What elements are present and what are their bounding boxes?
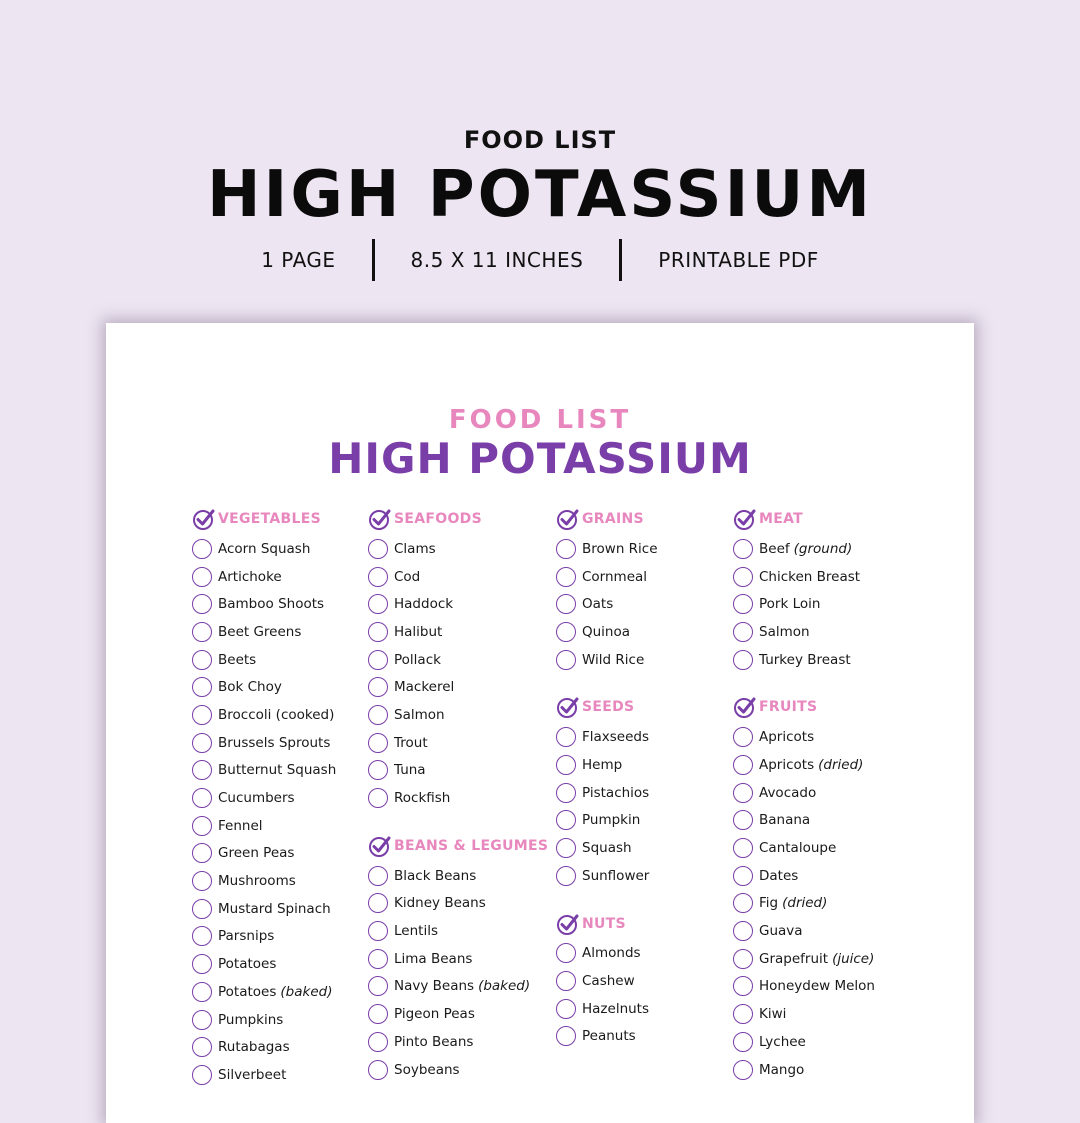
- food-item-label: Rutabagas: [218, 1039, 290, 1056]
- empty-circle-icon: [556, 866, 576, 886]
- food-item: [192, 1006, 336, 1034]
- empty-circle-icon: [733, 1060, 753, 1080]
- food-item: [192, 978, 336, 1006]
- empty-circle-icon: [733, 1032, 753, 1052]
- empty-circle-icon: [192, 816, 212, 836]
- section-title: FRUITS: [759, 699, 818, 716]
- spec-pages: 1 PAGE: [261, 248, 336, 272]
- food-item-label: Acorn Squash: [218, 540, 311, 557]
- section-title: VEGETABLES: [218, 511, 321, 527]
- section-header: [556, 695, 658, 719]
- food-item-label: Chicken Breast: [759, 568, 861, 585]
- food-item: [192, 701, 336, 729]
- empty-circle-icon: [733, 755, 753, 775]
- food-item: [192, 673, 336, 701]
- food-item-label: Quinoa: [582, 623, 631, 640]
- food-item: [192, 757, 336, 785]
- empty-circle-icon: [368, 677, 388, 697]
- spec-size: 8.5 X 11 INCHES: [410, 248, 584, 272]
- printable-sheet: [106, 323, 974, 1123]
- food-item-label: Almonds: [582, 945, 641, 962]
- checkmark-circle-icon: [368, 834, 392, 858]
- food-item: [192, 812, 336, 840]
- food-item-label: Squash: [582, 840, 632, 857]
- section-header: [733, 507, 875, 531]
- food-item: [733, 1028, 875, 1056]
- food-item-label: Pollack: [394, 651, 441, 668]
- empty-circle-icon: [192, 539, 212, 559]
- empty-circle-icon: [368, 788, 388, 808]
- checkmark-circle-icon: [368, 507, 392, 531]
- checkmark-circle-icon: [733, 695, 757, 719]
- empty-circle-icon: [368, 622, 388, 642]
- food-item: [556, 590, 658, 618]
- food-item-label: Flaxseeds: [582, 729, 650, 746]
- empty-circle-icon: [733, 976, 753, 996]
- empty-circle-icon: [733, 949, 753, 969]
- food-item: [733, 862, 875, 890]
- food-item-label: Pigeon Peas: [394, 1006, 475, 1023]
- food-item: [733, 807, 875, 835]
- food-item-label: Hazelnuts: [582, 1000, 650, 1017]
- food-item: [556, 751, 658, 779]
- empty-circle-icon: [733, 810, 753, 830]
- empty-circle-icon: [368, 705, 388, 725]
- food-item-label: Tuna: [394, 762, 426, 779]
- empty-circle-icon: [192, 733, 212, 753]
- food-item-label: Mango: [759, 1061, 805, 1078]
- food-item: [556, 563, 658, 591]
- empty-circle-icon: [556, 810, 576, 830]
- empty-circle-icon: [368, 594, 388, 614]
- food-item: [192, 950, 336, 978]
- food-item-label: Fennel: [218, 817, 263, 834]
- section-title: BEANS & LEGUMES: [394, 837, 549, 854]
- empty-circle-icon: [368, 949, 388, 969]
- food-item-label: Grapefruit: [759, 950, 829, 967]
- food-item: [368, 1000, 548, 1028]
- food-item-label: Wild Rice: [582, 651, 645, 668]
- food-item: [733, 779, 875, 807]
- food-item-label: Apricots: [759, 756, 815, 773]
- empty-circle-icon: [556, 727, 576, 747]
- checkmark-circle-icon: [556, 912, 580, 936]
- food-section: [192, 507, 336, 1089]
- empty-circle-icon: [556, 971, 576, 991]
- food-item-label: Broccoli (cooked): [218, 706, 335, 723]
- food-item: [368, 618, 548, 646]
- empty-circle-icon: [733, 622, 753, 642]
- spec-bar: [0, 238, 1080, 282]
- empty-circle-icon: [556, 1026, 576, 1046]
- empty-circle-icon: [368, 1032, 388, 1052]
- food-item: [733, 723, 875, 751]
- food-item: [556, 995, 658, 1023]
- food-item: [192, 729, 336, 757]
- empty-circle-icon: [556, 650, 576, 670]
- food-item-label: Banana: [759, 812, 811, 829]
- food-item-label: Green Peas: [218, 845, 295, 862]
- empty-circle-icon: [733, 650, 753, 670]
- food-item-label: Turkey Breast: [759, 651, 851, 668]
- column-1: [192, 507, 336, 1111]
- checkmark-circle-icon: [556, 695, 580, 719]
- empty-circle-icon: [368, 866, 388, 886]
- food-item-label: Mackerel: [394, 679, 455, 696]
- empty-circle-icon: [368, 893, 388, 913]
- food-item-note: (ground): [793, 540, 853, 557]
- empty-circle-icon: [556, 783, 576, 803]
- checkmark-circle-icon: [556, 507, 580, 531]
- empty-circle-icon: [192, 760, 212, 780]
- food-item: [556, 535, 658, 563]
- empty-circle-icon: [733, 866, 753, 886]
- food-item: [733, 945, 875, 973]
- food-item: [733, 590, 875, 618]
- empty-circle-icon: [192, 567, 212, 587]
- food-item: [368, 973, 548, 1001]
- food-item: [556, 862, 658, 890]
- food-item: [556, 723, 658, 751]
- food-item-label: Soybeans: [394, 1061, 460, 1078]
- food-item-label: Apricots: [759, 729, 815, 746]
- empty-circle-icon: [733, 1004, 753, 1024]
- food-item: [368, 535, 548, 563]
- food-item-label: Fig: [759, 895, 779, 912]
- food-item: [556, 1023, 658, 1051]
- food-item-note: (dried): [782, 895, 828, 912]
- food-item: [733, 834, 875, 862]
- food-item: [733, 973, 875, 1001]
- food-item: [368, 590, 548, 618]
- food-item-label: Pistachios: [582, 784, 650, 801]
- food-item-note: (baked): [478, 978, 531, 995]
- food-section: [368, 507, 548, 812]
- empty-circle-icon: [368, 539, 388, 559]
- food-item-label: Pumpkin: [582, 812, 641, 829]
- empty-circle-icon: [556, 755, 576, 775]
- food-item-label: Oats: [582, 596, 614, 613]
- food-item: [733, 646, 875, 674]
- food-item: [368, 729, 548, 757]
- empty-circle-icon: [192, 594, 212, 614]
- food-item: [368, 646, 548, 674]
- food-item-label: Brown Rice: [582, 540, 658, 557]
- empty-circle-icon: [368, 921, 388, 941]
- food-item-label: Lima Beans: [394, 950, 473, 967]
- food-item-label: Pinto Beans: [394, 1033, 474, 1050]
- food-item-label: Clams: [394, 540, 436, 557]
- food-item-label: Navy Beans: [394, 978, 475, 995]
- food-item-label: Trout: [394, 734, 428, 751]
- food-item: [192, 618, 336, 646]
- food-item-label: Rockfish: [394, 790, 451, 807]
- section-title: MEAT: [759, 511, 803, 527]
- section-title: NUTS: [582, 915, 626, 932]
- empty-circle-icon: [733, 921, 753, 941]
- empty-circle-icon: [733, 567, 753, 587]
- empty-circle-icon: [192, 982, 212, 1002]
- food-item: [192, 895, 336, 923]
- food-item: [368, 862, 548, 890]
- section-title: SEAFOODS: [394, 511, 482, 527]
- empty-circle-icon: [733, 838, 753, 858]
- food-item: [368, 945, 548, 973]
- empty-circle-icon: [192, 899, 212, 919]
- food-item-label: Kiwi: [759, 1006, 787, 1023]
- sheet-title: HIGH POTASSIUM: [328, 434, 752, 483]
- column-4: [733, 507, 875, 1105]
- checkmark-circle-icon: [733, 507, 757, 531]
- food-item-label: Avocado: [759, 784, 817, 801]
- food-item-label: Cod: [394, 568, 421, 585]
- food-item-label: Potatoes: [218, 956, 277, 973]
- food-item-label: Beef: [759, 540, 790, 557]
- food-item-label: Mushrooms: [218, 873, 296, 890]
- checkmark-circle-icon: [192, 507, 216, 531]
- food-item: [368, 890, 548, 918]
- food-item-note: (dried): [818, 756, 864, 773]
- food-item: [368, 757, 548, 785]
- food-item: [368, 701, 548, 729]
- spec-format: PRINTABLE PDF: [658, 248, 819, 272]
- food-item-label: Dates: [759, 867, 799, 884]
- empty-circle-icon: [368, 1060, 388, 1080]
- food-item: [733, 890, 875, 918]
- food-item: [192, 840, 336, 868]
- food-item: [733, 535, 875, 563]
- food-item-label: Black Beans: [394, 867, 477, 884]
- food-item: [192, 1033, 336, 1061]
- section-header: [556, 507, 658, 531]
- food-item: [556, 646, 658, 674]
- food-item: [192, 923, 336, 951]
- food-item: [192, 784, 336, 812]
- food-item: [368, 1028, 548, 1056]
- food-section: [733, 507, 875, 673]
- food-item: [733, 917, 875, 945]
- food-section: [733, 695, 875, 1083]
- empty-circle-icon: [192, 622, 212, 642]
- food-item: [192, 867, 336, 895]
- food-item-label: Honeydew Melon: [759, 978, 875, 995]
- empty-circle-icon: [368, 650, 388, 670]
- food-item: [368, 673, 548, 701]
- food-item: [192, 590, 336, 618]
- food-item: [368, 563, 548, 591]
- food-item-label: Pumpkins: [218, 1011, 284, 1028]
- food-item-label: Cornmeal: [582, 568, 648, 585]
- empty-circle-icon: [192, 871, 212, 891]
- food-item-label: Lentils: [394, 923, 438, 940]
- header-eyebrow: FOOD LIST: [463, 126, 617, 154]
- empty-circle-icon: [368, 733, 388, 753]
- empty-circle-icon: [192, 705, 212, 725]
- empty-circle-icon: [368, 976, 388, 996]
- food-item: [556, 940, 658, 968]
- empty-circle-icon: [556, 594, 576, 614]
- food-item-label: Salmon: [394, 706, 445, 723]
- section-title: SEEDS: [582, 699, 635, 716]
- empty-circle-icon: [368, 567, 388, 587]
- food-item: [368, 784, 548, 812]
- empty-circle-icon: [556, 838, 576, 858]
- food-item: [556, 779, 658, 807]
- empty-circle-icon: [192, 677, 212, 697]
- section-header: [733, 695, 875, 719]
- empty-circle-icon: [192, 1037, 212, 1057]
- food-item-label: Guava: [759, 923, 803, 940]
- empty-circle-icon: [556, 567, 576, 587]
- empty-circle-icon: [733, 594, 753, 614]
- section-title: GRAINS: [582, 511, 644, 527]
- empty-circle-icon: [556, 622, 576, 642]
- food-section: [556, 507, 658, 673]
- food-item-label: Potatoes: [218, 983, 277, 1000]
- empty-circle-icon: [368, 1004, 388, 1024]
- section-header: [368, 507, 548, 531]
- food-section: [556, 695, 658, 889]
- food-item: [368, 1056, 548, 1084]
- food-item-label: Haddock: [394, 596, 454, 613]
- food-item: [192, 563, 336, 591]
- food-item-label: Bamboo Shoots: [218, 596, 325, 613]
- food-item-label: Kidney Beans: [394, 895, 486, 912]
- empty-circle-icon: [556, 539, 576, 559]
- food-item-label: Butternut Squash: [218, 762, 337, 779]
- empty-circle-icon: [192, 1010, 212, 1030]
- food-item: [192, 646, 336, 674]
- food-item: [556, 967, 658, 995]
- food-item-label: Cucumbers: [218, 790, 295, 807]
- empty-circle-icon: [192, 788, 212, 808]
- empty-circle-icon: [733, 727, 753, 747]
- empty-circle-icon: [192, 1065, 212, 1085]
- food-item-note: (baked): [280, 983, 333, 1000]
- food-item-label: Beets: [218, 651, 257, 668]
- section-header: [556, 912, 658, 936]
- section-header: [192, 507, 336, 531]
- empty-circle-icon: [192, 843, 212, 863]
- food-item: [733, 563, 875, 591]
- food-item-label: Beet Greens: [218, 623, 302, 640]
- food-item: [556, 807, 658, 835]
- food-item-label: Peanuts: [582, 1028, 636, 1045]
- empty-circle-icon: [368, 760, 388, 780]
- sheet-eyebrow: FOOD LIST: [448, 405, 632, 435]
- column-3: [556, 507, 658, 1072]
- food-section: [556, 912, 658, 1051]
- food-item-label: Salmon: [759, 623, 810, 640]
- food-item-label: Parsnips: [218, 928, 275, 945]
- food-item-label: Cantaloupe: [759, 840, 837, 857]
- food-item: [368, 917, 548, 945]
- food-item-label: Bok Choy: [218, 679, 282, 696]
- column-2: [368, 507, 548, 1105]
- food-item: [733, 1056, 875, 1084]
- food-item-label: Mustard Spinach: [218, 900, 331, 917]
- food-item-label: Silverbeet: [218, 1066, 287, 1083]
- food-item-label: Cashew: [582, 973, 635, 990]
- food-item: [733, 751, 875, 779]
- header-title: HIGH POTASSIUM: [206, 158, 874, 232]
- food-item: [192, 1061, 336, 1089]
- food-item-label: Hemp: [582, 756, 623, 773]
- empty-circle-icon: [556, 999, 576, 1019]
- empty-circle-icon: [192, 650, 212, 670]
- food-item: [556, 618, 658, 646]
- food-item-label: Halibut: [394, 623, 443, 640]
- food-item-label: Pork Loin: [759, 596, 821, 613]
- food-item: [733, 618, 875, 646]
- food-section: [368, 834, 548, 1084]
- food-item-label: Lychee: [759, 1033, 806, 1050]
- empty-circle-icon: [733, 539, 753, 559]
- food-item-label: Sunflower: [582, 867, 650, 884]
- food-item: [733, 1000, 875, 1028]
- food-item-label: Artichoke: [218, 568, 282, 585]
- empty-circle-icon: [192, 926, 212, 946]
- section-header: [368, 834, 548, 858]
- empty-circle-icon: [556, 943, 576, 963]
- empty-circle-icon: [733, 893, 753, 913]
- empty-circle-icon: [733, 783, 753, 803]
- empty-circle-icon: [192, 954, 212, 974]
- food-item-label: Brussels Sprouts: [218, 734, 331, 751]
- food-item-note: (juice): [832, 950, 875, 967]
- food-item: [192, 535, 336, 563]
- food-item: [556, 834, 658, 862]
